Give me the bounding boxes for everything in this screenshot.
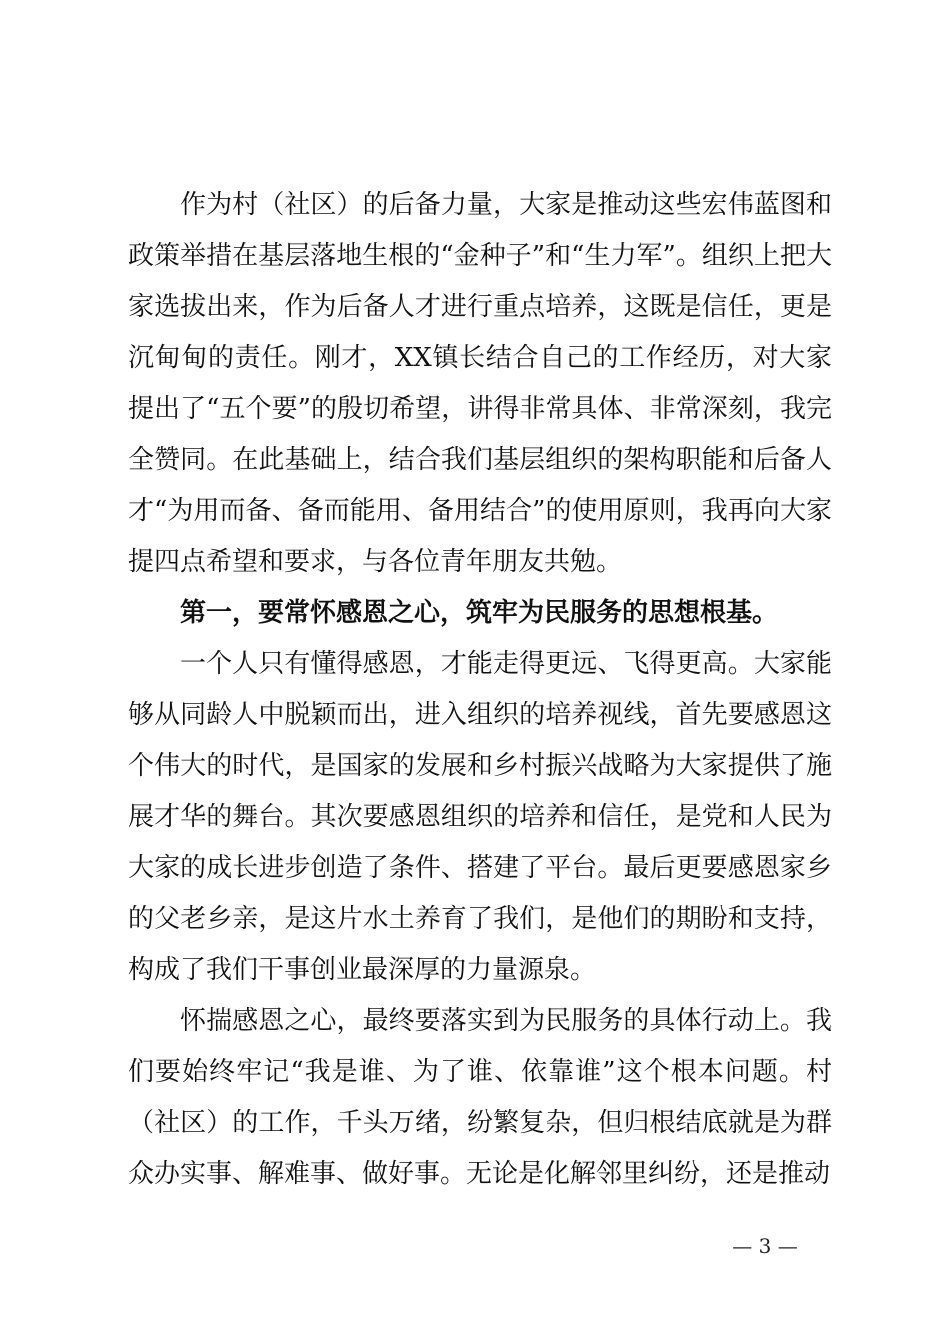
document-body (128, 180, 832, 1200)
page-number: — 3 — (732, 1234, 798, 1258)
paragraph-service: 怀揣感恩之心，最终要落实到为民服务的具体行动上。我们要始终牢记“我是谁、为了谁、依靠谁”这个根本问题。村（社区）的工作，千头万绪，纷繁复杂，但归根结底就是为群众办实事、解难事、做好事。无论是化解邻里纠纷，还是推动 (128, 1006, 832, 1189)
section-heading-first: 第一，要常怀感恩之心，筑牢为民服务的思想根基。 (180, 598, 779, 628)
paragraph-gratitude: 一个人只有懂得感恩，才能走得更远、飞得更高。大家能够从同龄人中脱颖而出，进入组织的培养视线，首先要感恩这个伟大的时代，是国家的发展和乡村振兴战略为大家提供了施展才华的舞台。其次要感恩组织的培养和信任，是党和人民为大家的成长进步创造了条件、搭建了平台。最后更要感恩家乡的父老乡亲，是这片水土养育了我们，是他们的期盼和支持，构成了我们干事创业最深厚的力量源泉。 (128, 649, 832, 985)
paragraph-intro: 作为村（社区）的后备力量，大家是推动这些宏伟蓝图和政策举措在基层落地生根的“金种子”和“生力军”。组织上把大家选拔出来，作为后备人才进行重点培养，这既是信任，更是沉甸甸的责任。刚才，XX镇长结合自己的工作经历，对大家提出了“五个要”的殷切希望，讲得非常具体、非常深刻，我完全赞同。在此基础上，结合我们基层组织的架构职能和后备人才“为用而备、备而能用、备用结合”的使用原则，我再向大家提四点希望和要求，与各位青年朋友共勉。 (128, 190, 832, 577)
